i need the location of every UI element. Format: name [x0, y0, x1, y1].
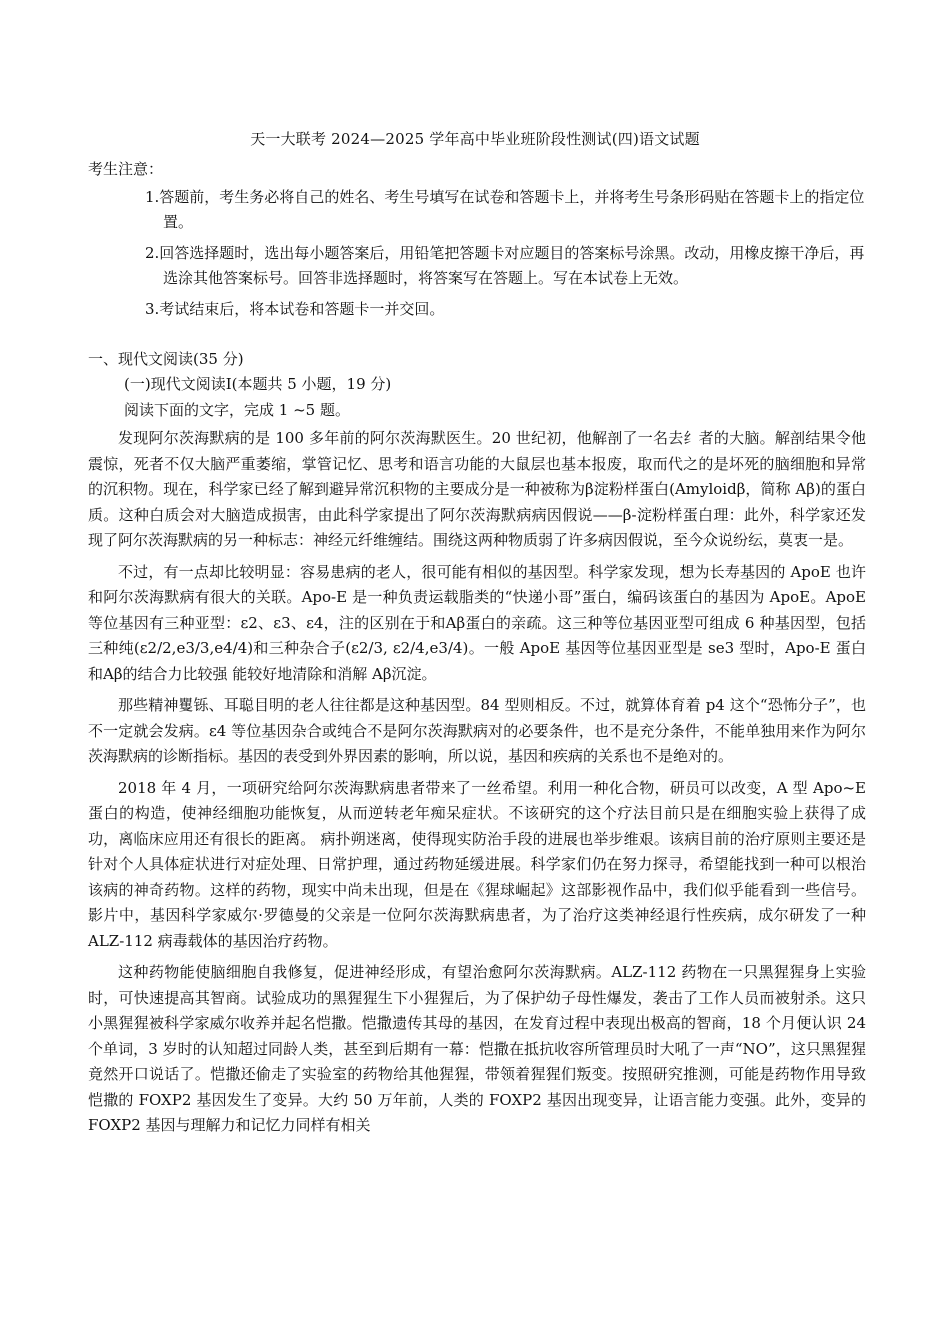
- passage-paragraph: 发现阿尔茨海默病的是 100 多年前的阿尔茨海默医生。20 世纪初，他解剖了一名去纟者的大脑。解剖结果令他震惊，死者不仅大脑严重萎缩，掌管记忆、思考和语言功能的大鼠层也基本报废，取而代之的是坏死的脑细胞和异常的沉积物。现在，科学家已经了解到避异常沉积物的主要成分是一种被称为β淀粉样蛋白(Amyloidβ，简称 Aβ)的蛋白质。这种白质会对大脑造成损害，由此科学家提出了阿尔茨海默病病因假说——β-淀粉样蛋白理：此外，科学家还发现了阿尔茨海默病的另一种标志：神经元纤维缠结。围绕这两种物质弱了许多病因假说，至今众说纷纭，莫衷一是。: [88, 429, 866, 549]
- notice-item: 1.答题前，考生务必将自己的姓名、考生号填写在试卷和答题卡上，并将考生号条形码贴在答题卡上的指定位置。: [145, 188, 865, 231]
- section-heading: 一、现代文阅读(35 分): [88, 350, 244, 368]
- notice-item: 3.考试结束后，将本试卷和答题卡一并交回。: [145, 300, 445, 318]
- passage-paragraph: 2018 年 4 月，一项研究给阿尔茨海默病患者带来了一丝希望。利用一种化合物，研员可以改变，A 型 Apo~E 蛋白的构造，使神经细胞功能恢复，从而逆转老年痴呆症状。不该研究的这个疗法目前只是在细胞实验上获得了成功，离临床应用还有很长的距离。 病扑朔迷离，使得现实防治手段的进展也举步维艰。该病目前的治疗原则主要还是针对个人具体症状进行对症处理、日常护理，通过药物延缓进展。科学家们仍在努力探寻，希望能找到一种可以根治该病的神奇药物。这样的药物，现实中尚未出现，但是在《猩球崛起》这部影视作品中，我们似乎能看到一些信号。影片中，基因科学家威尔·罗德曼的父亲是一位阿尔茨海默病患者，为了治疗这类神经退行性疾病，成尔研发了一种 ALZ-112 病毒载体的基因治疗药物。: [88, 778, 866, 950]
- notice-item: 2.回答选择题时，选出每小题答案后，用铅笔把答题卡对应题目的答案标号涂黑。改动，用橡皮擦干净后，再选涂其他答案标号。回答非选择题时，将答案写在答题上。写在本试卷上无效。: [145, 244, 865, 287]
- passage-paragraph: 那些精神矍铄、耳聪目明的老人往往都是这种基因型。84 型则相反。不过，就算体育着 p4 这个“恐怖分子”，也不一定就会发病。ε4 等位基因杂合或纯合不是阿尔茨海默病对的必要条件，也不是充分条件，不能单独用来作为阿尔茨海默病的诊断指标。基因的表受到外界因素的影响，所以说，基因和疾病的关系也不是绝对的。: [88, 696, 866, 765]
- notice-list: [145, 185, 867, 328]
- passage-paragraph: 这种药物能使脑细胞自我修复，促进神经形成，有望治愈阿尔茨海默病。ALZ-112 药物在一只黑猩猩身上实验时，可快速提高其智商。试验成功的黑猩猩生下小猩猩后，为了保护幼子母性爆发，袭击了工作人员而被射杀。这只小黑猩猩被科学家威尔收养并起名恺撒。恺撒遗传其母的基因，在发育过程中表现出极高的智商，18 个月便认识 24 个单词，3 岁时的认知超过同龄人类，甚至到后期有一幕：恺撒在抵抗收容所管理员时大吼了一声“NO”，这只黑猩猩竟然开口说话了。恺撒还偷走了实验室的药物给其他猩猩，带领着猩猩们叛变。按照研究推测，可能是药物作用导致恺撒的 FOXP2 基因发生了变异。大约 50 万年前，人类的 FOXP2 基因出现变异，让语言能力变强。此外，变异的 FOXP2 基因与理解力和记忆力同样有相关: [88, 963, 866, 1134]
- notice-heading: 考生注意：: [88, 160, 164, 178]
- exam-title: 天一大联考 2024—2025 学年高中毕业班阶段性测试(四)语文试题: [250, 130, 700, 148]
- reading-passage: [88, 426, 866, 1145]
- passage-paragraph: 不过，有一点却比较明显：容易患病的老人，很可能有相似的基因型。科学家发现，想为长寿基因的 ApoE 也许和阿尔茨海默病有很大的关联。Apo-E 是一种负责运载脂类的“快递小哥”蛋白，编码该蛋白的基因为 ApoE。ApoE 等位基因有三种亚型：ε2、ε3、ε4，注的区别在于和Aβ蛋白的亲疏。这三种等位基因亚型可组成 6 种基因型，包括三种纯(ε2/2,e3/3,e4/4)和三种杂合子(ε2/3, ε2/4,e3/4)。一般 ApoE 基因等位基因亚型是 se3 型时，Apo-E 蛋白和Aβ的结合力比较强 能较好地清除和消解 Aβ沉淀。: [88, 562, 866, 683]
- sub-section-heading: (一)现代文阅读Ⅰ(本题共 5 小题，19 分): [124, 375, 392, 393]
- reading-instruction: 阅读下面的文字，完成 1 ~5 题。: [124, 401, 350, 419]
